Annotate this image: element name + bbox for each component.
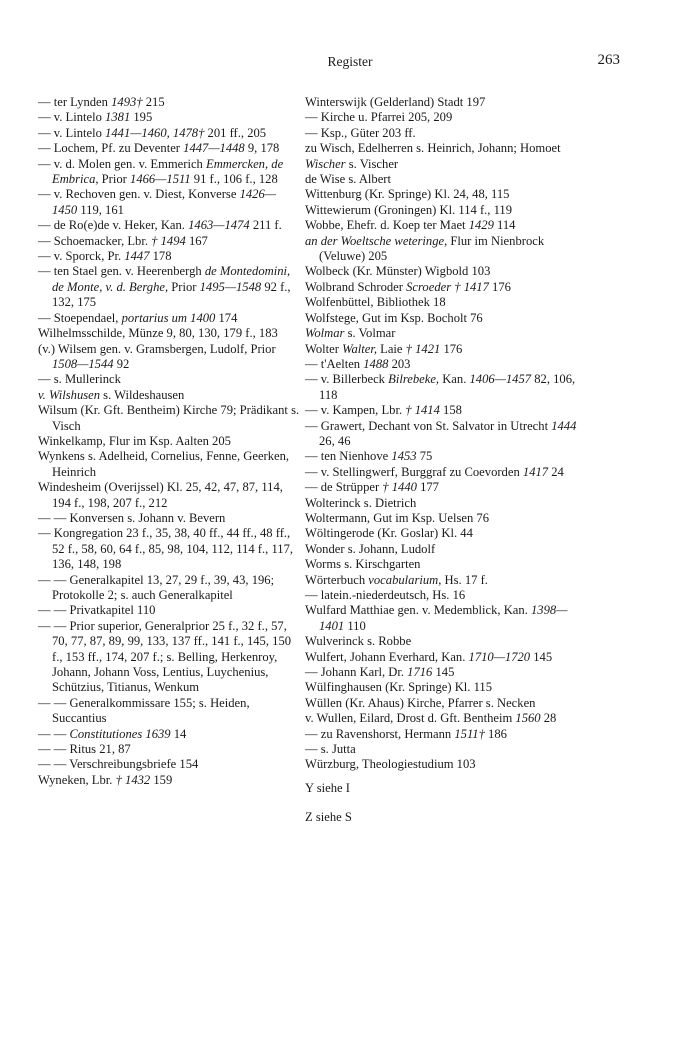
index-entry: — v. Stellingwerf, Burggraf zu Coevorden 1417 24 xyxy=(305,464,564,479)
index-entry: — de Ro(e)de v. Heker, Kan. 1463—1474 211 f. xyxy=(38,218,282,233)
index-entry: — zu Ravenshorst, Hermann 1511† 186 xyxy=(305,726,507,741)
index-entry: Wüllen (Kr. Ahaus) Kirche, Pfarrer s. Necken xyxy=(305,695,536,710)
index-entry: Wolter Walter, Laie † 1421 176 xyxy=(305,341,463,356)
index-entry: Wulverinck s. Robbe xyxy=(305,634,412,649)
index-entry: zu Wisch, Edelherren s. Heinrich, Johann; Homoet xyxy=(305,141,561,156)
index-entry: Würzburg, Theologiestudium 103 xyxy=(305,757,476,772)
index-entry: — — Privatkapitel 110 xyxy=(38,603,156,618)
index-entry: v. Wullen, Eilard, Drost d. Gft. Bentheim 1560 28 xyxy=(305,711,557,726)
index-entry: — Kirche u. Pfarrei 205, 209 xyxy=(305,110,453,125)
index-entry: — Johann Karl, Dr. 1716 145 xyxy=(305,665,455,680)
index-entry: Wonder s. Johann, Ludolf xyxy=(305,541,436,556)
index-column-left xyxy=(38,95,300,788)
index-entry: an der Woeltsche weteringe, Flur im Nienbrock (Veluwe) 205 xyxy=(305,233,545,264)
index-entry: Wobbe, Ehefr. d. Koep ter Maet 1429 114 xyxy=(305,218,516,233)
index-entry: de Wise s. Albert xyxy=(305,172,392,187)
letter-section-note: Y siehe I xyxy=(305,780,350,795)
index-entry: Wolfstege, Gut im Ksp. Bocholt 76 xyxy=(305,310,483,325)
index-entry: — — Generalkapitel 13, 27, 29 f., 39, 43, 196; Protokolle 2; s. auch Generalkapitel xyxy=(38,572,275,602)
index-entry: — Lochem, Pf. zu Deventer 1447—1448 9, 178 xyxy=(38,141,280,156)
running-header: Register xyxy=(327,54,373,69)
index-entry: — ter Lynden 1493† 215 xyxy=(38,95,165,109)
index-entry: — latein.-niederdeutsch, Hs. 16 xyxy=(305,588,466,602)
index-entry: Wynkens s. Adelheid, Cornelius, Fenne, Geerken, Heinrich xyxy=(38,449,290,479)
index-entry: Wulfert, Johann Everhard, Kan. 1710—1720 145 xyxy=(305,649,553,664)
index-entry: Wülfinghausen (Kr. Springe) Kl. 115 xyxy=(305,680,493,695)
index-entry: — ten Stael gen. v. Heerenbergh de Montedomini, de Monte, v. d. Berghe, Prior 1495—1548 92 f., 132, 175 xyxy=(38,264,291,310)
index-entry: — — Konversen s. Johann v. Bevern xyxy=(38,510,226,525)
index-entry: — — Ritus 21, 87 xyxy=(38,742,131,757)
index-entry: — v. Billerbeck Bilrebeke, Kan. 1406—1457 82, 106, 118 xyxy=(305,372,576,402)
index-entry: Winkelkamp, Flur im Ksp. Aalten 205 xyxy=(38,433,231,448)
index-entry: — Ksp., Güter 203 ff. xyxy=(305,125,416,140)
index-entry: — — Prior superior, Generalprior 25 f., 32 f., 57, 70, 77, 87, 89, 99, 133, 137 ff., 141 f., 145, 150 f., 153 ff., 174, 207 f.; s. Belling, Herkenroy, Johann, Johann Voss, Lentius, Luychenius, Schützius, Titianus, Wenkum xyxy=(38,618,292,695)
index-entry: Wolbrand Schroder Scroeder † 1417 176 xyxy=(305,279,511,294)
index-entry: Wolbeck (Kr. Münster) Wigbold 103 xyxy=(305,264,491,279)
index-entry: — v. Lintelo 1441—1460, 1478† 201 ff., 205 xyxy=(38,125,267,140)
index-entry: — v. Lintelo 1381 195 xyxy=(38,110,153,125)
index-entry: Wittewierum (Groningen) Kl. 114 f., 119 xyxy=(305,202,513,217)
index-entry: Wischer s. Vischer xyxy=(305,156,399,171)
index-entry: Woltermann, Gut im Ksp. Uelsen 76 xyxy=(305,510,490,525)
index-column-right xyxy=(305,95,591,826)
page-number: 263 xyxy=(597,52,620,68)
index-entry: — Grawert, Dechant von St. Salvator in Utrecht 1444 26, 46 xyxy=(305,418,577,448)
index-entry: — v. Sporck, Pr. 1447 178 xyxy=(38,249,172,264)
index-entry: — v. d. Molen gen. v. Emmerich Emmercken, de Embrica, Prior 1466—1511 91 f., 106 f., 128 xyxy=(38,156,284,187)
index-entry: — — Verschreibungsbriefe 154 xyxy=(38,757,199,772)
index-entry: — Schoemacker, Lbr. † 1494 167 xyxy=(38,233,208,248)
index-entry: Windesheim (Overijssel) Kl. 25, 42, 47, 87, 114, 194 f., 198, 207 f., 212 xyxy=(38,480,283,510)
index-entry: Wilsum (Kr. Gft. Bentheim) Kirche 79; Prädikant s. Visch xyxy=(38,403,300,433)
index-entry: — Stoependael, portarius um 1400 174 xyxy=(38,310,238,325)
index-entry: Wolfenbüttel, Bibliothek 18 xyxy=(305,295,446,310)
index-entry: — ten Nienhove 1453 75 xyxy=(305,449,433,464)
index-entry: — v. Kampen, Lbr. † 1414 158 xyxy=(305,403,462,418)
index-entry: Wöltingerode (Kr. Goslar) Kl. 44 xyxy=(305,526,473,541)
index-entry: — — Generalkommissare 155; s. Heiden, Succantius xyxy=(38,695,250,726)
index-entry: (v.) Wilsem gen. v. Gramsbergen, Ludolf, Prior 1508—1544 92 xyxy=(38,341,276,371)
index-entry: — s. Mullerinck xyxy=(38,372,121,387)
index-entry: — de Strüpper † 1440 177 xyxy=(305,480,439,495)
index-entry: — Kongregation 23 f., 35, 38, 40 ff., 44 ff., 48 ff., 52 f., 58, 60, 64 f., 85, 98, 104, 112, 114 f., 117, 136, 148, 198 xyxy=(38,526,294,572)
index-entry: — — Constitutiones 1639 14 xyxy=(38,726,187,741)
index-entry: Wolmar s. Volmar xyxy=(305,326,396,341)
index-entry: Wittenburg (Kr. Springe) Kl. 24, 48, 115 xyxy=(305,187,510,202)
letter-section-note: Z siehe S xyxy=(305,810,352,825)
index-entry: — v. Rechoven gen. v. Diest, Konverse 1426—1450 119, 161 xyxy=(38,187,276,217)
index-entry: Wolterinck s. Dietrich xyxy=(305,495,417,510)
index-entry: Wilhelmsschilde, Münze 9, 80, 130, 179 f., 183 xyxy=(38,326,278,341)
index-entry: Worms s. Kirschgarten xyxy=(305,557,421,572)
index-entry: Winterswijk (Gelderland) Stadt 197 xyxy=(305,95,486,109)
index-entry: — t'Aelten 1488 203 xyxy=(305,356,411,371)
index-entry: Wörterbuch vocabularium, Hs. 17 f. xyxy=(305,572,488,587)
index-entry: Wulfard Matthiae gen. v. Medemblick, Kan. 1398—1401 110 xyxy=(305,603,568,633)
index-entry: Wyneken, Lbr. † 1432 159 xyxy=(38,772,173,787)
index-entry: v. Wilshusen s. Wildeshausen xyxy=(38,387,185,402)
index-entry: — s. Jutta xyxy=(305,742,356,757)
